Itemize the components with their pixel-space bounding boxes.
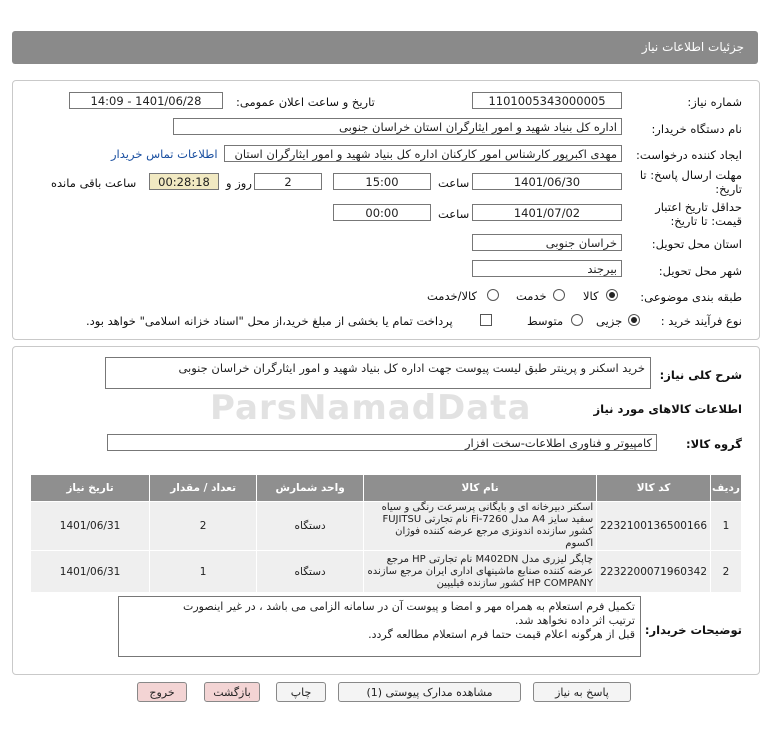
days-field: 2 — [254, 173, 322, 190]
row-index: 2 — [711, 551, 742, 593]
city-field: بیرجند — [472, 260, 622, 277]
buyer-notes-box — [118, 596, 641, 657]
buyer-org-field: اداره کل بنیاد شهید و امور ایثارگران استان خراسان جنوبی — [173, 118, 622, 135]
col-code: کد کالا — [597, 475, 711, 502]
province-field: خراسان جنوبی — [472, 234, 622, 251]
table-row — [31, 502, 742, 551]
table-row — [31, 551, 742, 593]
treasury-payment-note: پرداخت تمام یا بخشی از مبلغ خرید،از محل "اسناد خزانه اسلامی" خواهد بود. — [86, 314, 453, 328]
category-radio-goods-service[interactable] — [487, 289, 499, 301]
buyer-notes-line: ترتیب اثر داده نخواهد شد. — [514, 614, 635, 627]
row-code: 2232200071960342 — [597, 551, 711, 593]
process-radio-medium[interactable] — [571, 314, 583, 326]
row-name: چاپگر لیزری مدل M402DN نام تجارتی HP مرجع عرضه کننده صنایع ماشینهای اداری ایران مرجع سازنده HP COMPANY کشور سازنده فیلیپین — [364, 551, 597, 593]
buyer-notes-label: توضیحات خریدار: — [644, 623, 742, 637]
col-name: نام کالا — [364, 475, 597, 502]
category-option-goods-service: کالا/خدمت — [427, 289, 478, 303]
category-option-goods: کالا — [583, 289, 599, 303]
buyer-contact-link[interactable]: اطلاعات تماس خریدار — [111, 147, 218, 161]
goods-table — [30, 474, 742, 593]
validity-label-2: قیمت: تا تاریخ: — [670, 214, 742, 228]
goods-group-field: کامپیوتر و فناوری اطلاعات-سخت افزار — [107, 434, 657, 451]
announce-label: تاریخ و ساعت اعلان عمومی: — [236, 95, 375, 109]
buyer-org-label: نام دستگاه خریدار: — [651, 122, 742, 136]
need-number-field: 1101005343000005 — [472, 92, 622, 109]
row-quantity: 2 — [150, 502, 257, 551]
col-index: ردیف — [711, 475, 742, 502]
process-option-small: جزیی — [596, 314, 623, 328]
validity-date-field: 1401/07/02 — [472, 204, 622, 221]
row-index: 1 — [711, 502, 742, 551]
goods-group-label: گروه کالا: — [686, 437, 742, 451]
process-option-medium: متوسط — [527, 314, 564, 328]
summary-text: خرید اسکنر و پرینتر طبق لیست پیوست جهت اداره کل بنیاد شهید و امور ایثارگران خراسان جنوبی — [105, 357, 651, 389]
reply-date-field: 1401/06/30 — [472, 173, 622, 190]
goods-section-title: اطلاعات کالاهای مورد نیاز — [593, 402, 742, 416]
category-radio-service[interactable] — [553, 289, 565, 301]
page-header — [12, 31, 758, 64]
row-need-date: 1401/06/31 — [31, 502, 150, 551]
page-title: جزئیات اطلاعات نیاز — [641, 40, 744, 54]
process-radio-small[interactable] — [628, 314, 640, 326]
row-unit: دستگاه — [257, 551, 364, 593]
row-name: اسکنر دبیرخانه ای و بایگانی پرسرعت رنگی و سیاه سفید سایز A4 مدل Fi-7260 نام تجارتی FUJITSU کشور سازنده اندونزی مرجع عرضه کننده فوژان اکسوم — [364, 502, 597, 551]
reply-deadline-label: مهلت ارسال پاسخ: تا — [639, 168, 742, 182]
days-label: روز و — [226, 176, 252, 190]
reply-time-field: 15:00 — [333, 173, 431, 190]
print-button[interactable]: چاپ — [276, 682, 326, 702]
reply-deadline-label-2: تاریخ: — [715, 182, 742, 196]
goods-table-header — [31, 475, 742, 502]
col-quantity: تعداد / مقدار — [150, 475, 257, 502]
col-need-date: تاریخ نیاز — [31, 475, 150, 502]
reply-time-label: ساعت — [438, 176, 470, 190]
category-option-service: خدمت — [516, 289, 547, 303]
need-number-label: شماره نیاز: — [687, 95, 742, 109]
announce-field: 1401/06/28 - 14:09 — [69, 92, 223, 109]
col-unit: واحد شمارش — [257, 475, 364, 502]
remaining-label: ساعت باقی مانده — [51, 176, 137, 190]
category-label: طبقه بندی موضوعی: — [640, 290, 742, 304]
summary-label: شرح کلی نیاز: — [659, 368, 742, 382]
requester-field: مهدی اکبرپور کارشناس امور کارکنان اداره کل بنیاد شهید و امور ایثارگران استان — [224, 145, 622, 162]
category-radio-goods[interactable] — [606, 289, 618, 301]
buyer-notes-line: تکمیل فرم استعلام به همراه مهر و امضا و پیوست آن در سامانه الزامی می باشد ، در غیر اینصورت — [183, 600, 635, 613]
view-attachments-button[interactable]: مشاهده مدارک پیوستی (1) — [338, 682, 521, 702]
validity-label: حداقل تاریخ اعتبار — [655, 200, 742, 214]
validity-time-field: 00:00 — [333, 204, 431, 221]
row-unit: دستگاه — [257, 502, 364, 551]
requester-label: ایجاد کننده درخواست: — [636, 148, 742, 162]
exit-button[interactable]: خروج — [137, 682, 187, 702]
process-label: نوع فرآیند خرید : — [660, 314, 742, 328]
validity-time-label: ساعت — [438, 207, 470, 221]
city-label: شهر محل تحویل: — [658, 264, 742, 278]
back-button[interactable]: بازگشت — [204, 682, 260, 702]
reply-button[interactable]: پاسخ به نیاز — [533, 682, 631, 702]
buyer-notes-line: قبل از هرگونه اعلام قیمت حتما فرم استعلام مطالعه گردد. — [368, 628, 635, 641]
treasury-payment-checkbox[interactable] — [480, 314, 492, 326]
row-quantity: 1 — [150, 551, 257, 593]
row-code: 2232100136500166 — [597, 502, 711, 551]
row-need-date: 1401/06/31 — [31, 551, 150, 593]
province-label: استان محل تحویل: — [651, 237, 742, 251]
watermark-text: ParsNamadData — [210, 388, 532, 428]
remaining-time-field: 00:28:18 — [149, 173, 219, 190]
